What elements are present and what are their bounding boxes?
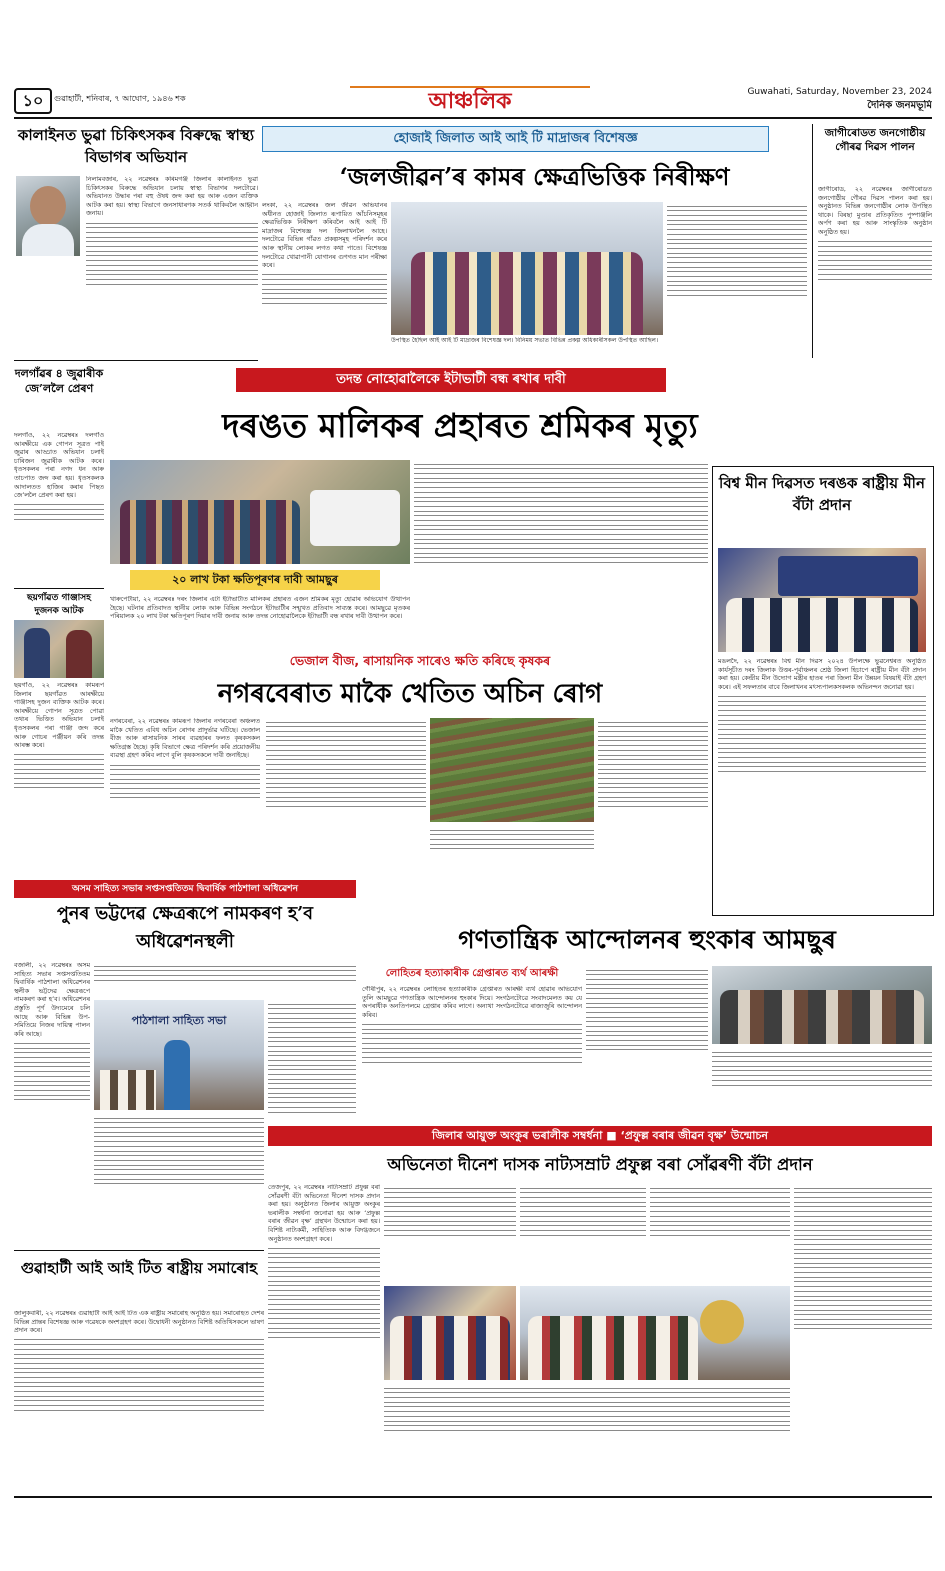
crowd xyxy=(120,500,300,564)
s7-text: মঙলদৈ, ২২ নৱেম্বৰঃ বিশ্ব মীন দিৱস ২০২৪ উপলক্ষে ভুৱনেশ্বৰত অনুষ্ঠিত কাৰ্যসূচীত দৰং জিলাক উত্তৰ-পূৰ্বাঞ্চলৰ শ্ৰেষ্ঠ জিলা হিচাপে ৰাষ্ট্ৰীয় মীন বঁটা প্ৰদান কৰা হয়। কেন্দ্ৰীয় মীন উদ্যোগ মন্ত্ৰীৰ হাতৰ পৰা জিলা মীন উন্নয়ন বিষয়াই বঁটা গ্ৰহণ কৰে। এই সফলতাৰ বাবে জিলাখনৰ মৎস্যপালকসকলক অভিনন্দন জনোৱা হয়। xyxy=(718,658,926,691)
divider xyxy=(14,1250,264,1251)
page-number: ১০ xyxy=(14,88,52,114)
s9-body-col4 xyxy=(94,1114,264,1244)
award-plaque xyxy=(700,1300,744,1344)
s12-banner xyxy=(268,1126,932,1146)
press-people xyxy=(720,990,924,1044)
s9-body-col2 xyxy=(94,962,356,998)
s6-body-left xyxy=(110,596,410,644)
s7-body xyxy=(718,658,926,908)
s4-group-photo xyxy=(391,202,663,335)
s10-press-meet-photo xyxy=(712,966,932,1044)
s8-maize-field-photo xyxy=(430,718,594,822)
s3-headline: ছয়গাঁৱত গাঞ্জাসহ দুজনক আটক xyxy=(27,593,91,616)
s9-text: বজালী, ২২ নৱেম্বৰঃ অসম সাহিত্য সভাৰ সপ্তসপ্ততিতম দ্বিবাৰ্ষিক পাঠশালা অধিৱেশনৰ স্থলীক ভট্টদেৱ ক্ষেত্ৰৰূপে নামকৰণ কৰা হ’ব। অধিৱেশনৰ প্ৰস্তুতি পূৰ্ণ উদ্যমেৰে চলি আছে আৰু বিভিন্ন উপ-সমিতিয়ে নিজৰ দায়িত্ব পালন কৰি আছে। xyxy=(14,962,90,1038)
s12-body-col3 xyxy=(520,1184,646,1282)
s1-text: নিলামবজাৰ, ২২ নৱেম্বৰঃ কৰিমগঞ্জ জিলাৰ কালাইনত ভুৱা চিকিৎসকৰ বিৰুদ্ধে অভিযান চলায় স্বাস্থ্য বিভাগৰ দলটোৱে। অভিযানত উদ্ধাৰ পৰা বহু ঔষধ জব্দ কৰা হয় আৰু এজন ব্যক্তিক আটক কৰা হয়। স্বাস্থ্য বিভাগে জনসাধাৰণক সতৰ্ক থাকিবলৈ আহ্বান জনায়। xyxy=(86,176,258,218)
ambulance xyxy=(310,490,400,546)
date-local: গুৱাহাটী, শনিবাৰ, ৭ আঘোণ, ১৯৪৬ শক xyxy=(54,94,186,103)
s12-ceremony-photo-left xyxy=(384,1286,516,1380)
s11-headline: গুৱাহাটী আই আই টিত ৰাষ্ট্ৰীয় সমাৰোহ xyxy=(20,1259,258,1277)
s12-text: তেজপুৰ, ২২ নৱেম্বৰঃ নাট্যসম্ৰাট প্ৰফুল্ল বৰা সোঁৱৰণী বঁটা অভিনেতা দীনেশ দাসক প্ৰদান কৰা হয়। অনুষ্ঠানত জিলাৰ আয়ুক্ত অংকুৰ ভৰালীক সম্বৰ্ধনা জনোৱা হয় আৰু ‘প্ৰফুল্ল বৰাৰ জীৱন বৃক্ষ’ গ্ৰন্থখন উন্মোচন কৰা হয়। বিশিষ্ট নাট্যকৰ্মী, সাহিত্যিক আৰু বিদগ্ধজনে অনুষ্ঠানত অংশগ্ৰহণ কৰে। xyxy=(268,1184,380,1243)
s12-body-col6 xyxy=(384,1384,790,1474)
s6-body-right xyxy=(414,460,708,644)
s9-stage-label: পাঠশালা সাহিত্য সভা xyxy=(131,1014,227,1027)
s4-text: লংকা, ২২ নৱেম্বৰঃ জল জীৱন অভিযানৰ অধীনত হোজাই জিলাত ৰূপায়িত আঁচনিসমূহৰ ক্ষেত্ৰভিত্তিক নিৰীক্ষণ কৰিবলৈ আই আই টি মাদ্ৰাজৰ বিশেষজ্ঞ দল জিলাখনলৈ আহে। দলটোৱে বিভিন্ন গাঁৱত প্ৰকল্পসমূহ পৰিদৰ্শন কৰে আৰু স্থানীয় লোকৰ লগত কথা পাতে। বিশেষজ্ঞ দলটোৱে খোৱাপানী যোগানৰ গুণগত মান পৰীক্ষা কৰে। xyxy=(262,202,387,270)
ceremony-people xyxy=(528,1316,698,1380)
arrest-person xyxy=(24,628,50,678)
award-people xyxy=(726,598,918,652)
masthead xyxy=(14,86,932,114)
s9-stage-photo xyxy=(94,1000,264,1110)
s10-body-col1 xyxy=(362,986,582,1118)
s10-body-col2 xyxy=(586,966,708,1118)
s5-headline: জাগীৰোডত জনগোষ্ঠীয় গৌৰৱ দিৱস পালন xyxy=(824,127,926,153)
s7-award-photo xyxy=(718,548,926,652)
s1-body xyxy=(86,176,258,354)
s2-headline: দলগাঁৱৰ ৪ জুৱাৰীক জে’ললৈ প্ৰেৰণ xyxy=(14,367,104,395)
s8-kicker: ভেজাল বীজ, ৰাসায়নিক সাৰেও ক্ষতি কৰিছে কৃষকৰ xyxy=(289,653,551,668)
masthead-rule xyxy=(14,117,932,119)
s8-body-col4 xyxy=(598,718,708,874)
s8-headline: নগৰবেৰাত মাকৈ খেতিত অচিন ৰোগ xyxy=(217,679,603,709)
s9-body-col1 xyxy=(14,962,90,1198)
s12-body-col4 xyxy=(650,1184,790,1282)
s6-text: খাৰুপেটীয়া, ২২ নৱেম্বৰঃ দৰং জিলাৰ এটা ইটাভাটীত মালিকৰ প্ৰহাৰত এজন শ্ৰমিকৰ মৃত্যু হোৱাৰ অভিযোগ উত্থাপন হৈছে। ঘটনাৰ প্ৰতিবাদত স্থানীয় লোক আৰু বিভিন্ন সংগঠনে ইটাভাটীৰ সন্মুখত প্ৰতিবাদ সাব্যস্ত কৰে। আমছুৱে মৃতকৰ পৰিয়ালক ২০ লাখ টকা ক্ষতিপূৰণ দিয়াৰ দাবী জনায় আৰু তদন্ত নোহোৱালৈকে ইটাভাটী বন্ধ ৰখাৰ দাবী উত্থাপন কৰে। xyxy=(110,596,410,621)
s3-arrest-photo xyxy=(14,620,104,678)
s10-kicker: লোহিতৰ হত্যাকাৰীক গ্ৰেপ্তাৰত ব্যৰ্থ আৰক্ষী xyxy=(385,968,559,979)
s9-headline: পুনৰ ভট্টদেৱ ক্ষেত্ৰৰূপে নামকৰণ হ’ব অধিৱেশনস্থলী xyxy=(57,904,313,952)
s6-banner: তদন্ত নোহোৱালৈকে ইটাভাটী বন্ধ ৰখাৰ দাবী xyxy=(236,368,666,392)
s2-body xyxy=(14,432,104,584)
s4-headline: ‘জলজীৱন’ৰ কামৰ ক্ষেত্ৰভিত্তিক নিৰীক্ষণ xyxy=(339,162,730,191)
s2-text: দলগাঁও, ২২ নৱেম্বৰঃ দলগাঁও আৰক্ষীয়ে এক গোপন সূত্ৰত পাই জুৱাৰ আড্ডাত অভিযান চলাই চাৰিজন জুৱাৰীক আটক কৰে। ধৃতসকলৰ পৰা নগদ ধন আৰু তাচপাত জব্দ কৰা হয়। ধৃতসকলক আদালতত হাজিৰ কৰাৰ পিছত জে’ললৈ প্ৰেৰণ কৰা হয়। xyxy=(14,432,104,500)
s4-body-left xyxy=(262,202,387,362)
divider xyxy=(14,360,258,361)
speaker xyxy=(164,1040,190,1110)
s4-kicker: হোজাই জিলাত আই আই টি মাদ্ৰাজৰ বিশেষজ্ঞ xyxy=(262,126,769,152)
s10-body-col3 xyxy=(712,1048,932,1118)
arrest-person xyxy=(66,630,92,678)
s7-headline: বিশ্ব মীন দিৱসত দৰঙক ৰাষ্ট্ৰীয় মীন বঁটা প্ৰদান xyxy=(719,474,925,514)
s1-portrait-photo xyxy=(16,176,80,256)
s8-body-col1 xyxy=(110,718,260,874)
section-title: আঞ্চলিক xyxy=(350,86,590,114)
s12-body-col5 xyxy=(794,1184,932,1474)
s10-text: গৌৰীপুৰ, ২২ নৱেম্বৰঃ লোহিতৰ হত্যাকাৰীক গ্ৰেপ্তাৰত আৰক্ষী ব্যৰ্থ হোৱাৰ অভিযোগ তুলি আমছুৱে গণতান্ত্ৰিক আন্দোলনৰ হুংকাৰ দিয়ে। সংগঠনটোৱে সংবাদমেলত কয় যে অপৰাধীক অনতিপলমে গ্ৰেপ্তাৰ কৰিব লাগে। অন্যথা সংগঠনটোৱে ৰাজ্যজুৰি আন্দোলন কৰিব। xyxy=(362,986,582,1019)
s3-text: ছয়গাঁও, ২২ নৱেম্বৰঃ কামৰূপ জিলাৰ ছয়গাঁৱত আৰক্ষীয়ে গাঞ্জাসহ দুজন ব্যক্তিক আটক কৰে। আৰক্ষীয়ে গোপন সূত্ৰত পোৱা তথ্যৰ ভিত্তিত অভিযান চলাই ধৃতসকলৰ পৰা গাঞ্জা জব্দ কৰে আৰু গোচৰ পঞ্জীয়ন কৰি তদন্ত আৰম্ভ কৰে। xyxy=(14,682,104,750)
portrait-body xyxy=(22,224,74,256)
s12-banner-b: ‘প্ৰফুল্ল বৰাৰ জীৱন বৃক্ষ’ উন্মোচন xyxy=(620,1129,768,1142)
square-bullet-icon: ■ xyxy=(606,1129,621,1142)
footer-rule xyxy=(14,1496,932,1498)
portrait-figure xyxy=(30,186,66,226)
s3-body xyxy=(14,682,104,872)
s4-body-right xyxy=(667,202,807,362)
column-divider xyxy=(812,124,813,358)
s8-body-col2 xyxy=(266,718,426,874)
s10-headline: গণতান্ত্ৰিক আন্দোলনৰ হুংকাৰ আমছুৰ xyxy=(458,925,836,954)
s5-text: জাগীৰোড, ২২ নৱেম্বৰঃ জাগীৰোডত জনগোষ্ঠীয় গৌৰৱ দিৱস পালন কৰা হয়। অনুষ্ঠানত বিভিন্ন জনগোষ্ঠীৰ লোক উপস্থিত থাকে। বিৰছা মুণ্ডাৰ প্ৰতিকৃতিত পুষ্পাঞ্জলি অৰ্পণ কৰা হয় আৰু সাংস্কৃতিক অনুষ্ঠান অনুষ্ঠিত হয়। xyxy=(818,186,932,236)
s11-body xyxy=(14,1310,264,1488)
s6-headline: দৰঙত মালিকৰ প্ৰহাৰত শ্ৰমিকৰ মৃত্যু xyxy=(222,406,698,445)
seated-guests xyxy=(100,1070,156,1110)
s11-text: জালুকবাৰী, ২২ নৱেম্বৰঃ গুৱাহাটী আই আই টিত এক ৰাষ্ট্ৰীয় সমাৰোহ অনুষ্ঠিত হয়। সমাৰোহত দেশৰ বিভিন্ন প্ৰান্তৰ বিশেষজ্ঞ আৰু গৱেষকে অংশগ্ৰহণ কৰে। উদ্বোধনী অনুষ্ঠানত বিশিষ্ট অতিথিসকলে ভাষণ প্ৰদান কৰে। xyxy=(14,1310,264,1335)
s12-banner-a: জিলাৰ আয়ুক্ত অংকুৰ ভৰালীক সম্বৰ্ধনা xyxy=(432,1129,603,1142)
s5-body xyxy=(818,186,932,358)
s4-photo-caption: উপস্থিত হৈছিল আই আই টি মাদ্ৰাজৰ বিশেষজ্ঞ দল। বিনিময় সভাত বিভিন্ন প্ৰকল্প অধিকাৰীসকল উপস্থিত আছিল। xyxy=(391,337,659,344)
s12-body-col1 xyxy=(268,1184,380,1474)
award-banner xyxy=(778,556,918,596)
s6-photo-caption: ২০ লাখ টকা ক্ষতিপূৰণৰ দাবী আমছুৰ xyxy=(130,570,380,590)
s12-headline: অভিনেতা দীনেশ দাসক নাট্যসম্ৰাট প্ৰফুল্ল বৰা সোঁৱৰণী বঁটা প্ৰদান xyxy=(387,1155,813,1174)
s1-headline: কালাইনত ভুৱা চিকিৎসকৰ বিৰুদ্ধে স্বাস্থ্য বিভাগৰ অভিযান xyxy=(17,126,255,166)
s9-banner: অসম সাহিত্য সভাৰ সপ্তসপ্ততিতম দ্বিবাৰ্ষিক পাঠশালা অধিৱেশন xyxy=(14,880,356,898)
s8-body-col3 xyxy=(430,826,594,874)
divider xyxy=(14,588,104,589)
s8-text: নগৰবেৰা, ২২ নৱেম্বৰঃ কামৰূপ জিলাৰ নগৰবেৰা অঞ্চলত মাকৈ খেতিত এবিধ অচিন ৰোগৰ প্ৰাদুৰ্ভাৱ ঘটিছে। ভেজাল বীজ আৰু ৰাসায়নিক সাৰৰ ব্যৱহাৰৰ ফলত কৃষকসকল ক্ষতিগ্ৰস্ত হৈছে। কৃষি বিভাগে ক্ষেত্ৰ পৰিদৰ্শন কৰি প্ৰয়োজনীয় ব্যৱস্থা গ্ৰহণ কৰিব লাগে বুলি কৃষকসকলে দাবী জনাইছে। xyxy=(110,718,260,760)
s6-protest-photo xyxy=(110,460,410,564)
s12-body-col2 xyxy=(384,1184,516,1282)
ceremony-people xyxy=(390,1316,510,1380)
date-english: Guwahati, Saturday, November 23, 2024 xyxy=(747,87,932,97)
paper-name: দৈনিক জনমভূমি xyxy=(867,100,932,111)
s12-ceremony-photo-right xyxy=(520,1286,790,1380)
group-people xyxy=(411,252,643,335)
